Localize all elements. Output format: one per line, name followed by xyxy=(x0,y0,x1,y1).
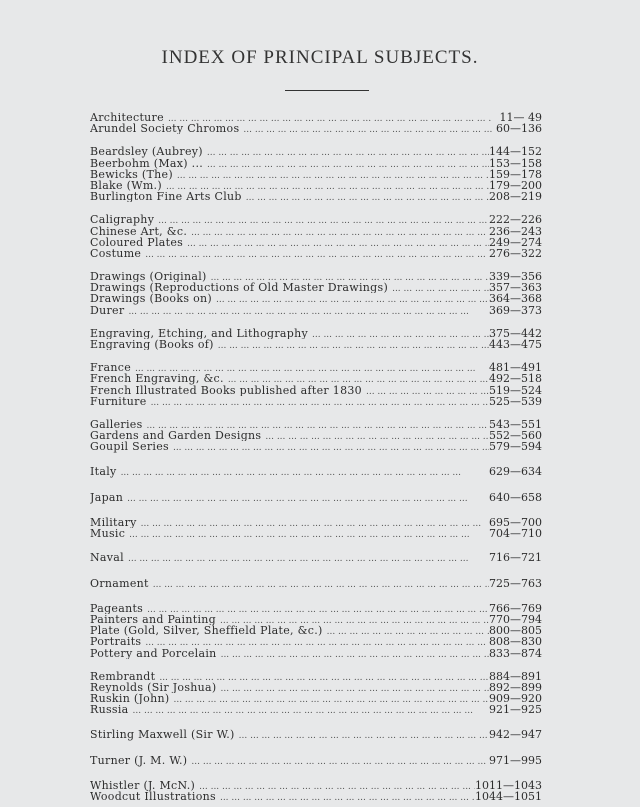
title-rule xyxy=(285,90,369,91)
index-entry xyxy=(90,693,542,704)
entry-subject: Japan xyxy=(90,490,124,504)
dot-leader xyxy=(362,387,489,396)
index-entry xyxy=(90,791,542,802)
entry-subject: Italy xyxy=(90,464,117,478)
dot-leader xyxy=(235,729,489,742)
entry-subject: Turner (J. M. W.) xyxy=(90,753,188,767)
dot-leader xyxy=(143,605,489,614)
index-entry xyxy=(90,328,542,339)
dot-leader xyxy=(203,148,489,157)
dot-leader xyxy=(388,284,489,293)
entry-subject: Arundel Society Chromos xyxy=(90,123,240,135)
index-entry xyxy=(90,625,542,636)
index-entry xyxy=(90,671,542,682)
entry-subject: Gardens and Garden Designs xyxy=(90,430,262,442)
dot-leader xyxy=(212,295,489,304)
index-entry xyxy=(90,682,542,693)
entry-pages: 222—226 xyxy=(489,214,542,226)
entry-pages: 208—219 xyxy=(489,191,542,203)
dot-leader xyxy=(149,578,489,591)
entry-subject: Drawings (Reproductions of Old Master Drawings) xyxy=(90,282,389,294)
index-entry xyxy=(90,577,542,591)
dot-leader xyxy=(129,706,489,715)
entry-subject: Plate (Gold, Silver, Sheffield Plate, &c.) xyxy=(90,625,323,637)
entry-subject: Woodcut Illustrations xyxy=(90,790,216,802)
dot-leader xyxy=(216,793,475,802)
dot-leader xyxy=(183,239,489,248)
dot-leader xyxy=(169,443,489,452)
entry-pages: 543—551 xyxy=(489,418,542,431)
index-group xyxy=(90,754,542,768)
dot-leader xyxy=(261,432,489,441)
entry-subject: Blake (Wm.) xyxy=(90,179,162,192)
dot-leader xyxy=(242,193,489,202)
entry-pages: 695—700 xyxy=(489,516,542,528)
index-entry xyxy=(90,704,542,715)
index-entry xyxy=(90,180,542,191)
index-entry xyxy=(90,636,542,647)
entry-pages: 276—322 xyxy=(489,247,542,260)
entry-subject: Drawings (Original) xyxy=(90,271,207,283)
index-group xyxy=(90,577,542,591)
entry-pages: 153—158 xyxy=(489,157,542,169)
index-group xyxy=(90,271,542,316)
dot-leader xyxy=(141,638,489,647)
entry-pages: 770—794 xyxy=(489,614,542,626)
entry-subject: Russia xyxy=(90,704,129,716)
entry-pages: 339—356 xyxy=(489,271,542,283)
index-entry xyxy=(90,517,542,528)
entry-pages: 800—805 xyxy=(489,625,542,637)
index-group xyxy=(90,671,542,716)
entry-pages: 552—560 xyxy=(489,430,542,442)
index-entry xyxy=(90,271,542,282)
entry-pages: 921—925 xyxy=(489,704,542,716)
entry-subject: French Illustrated Books published after 1830 xyxy=(90,384,362,396)
entry-subject: Ruskin (John) xyxy=(90,693,170,705)
dot-leader xyxy=(147,398,489,407)
entry-pages: 1044—1051 xyxy=(475,790,542,802)
entry-pages: 11— 49 xyxy=(499,112,542,124)
dot-leader xyxy=(124,307,489,316)
index-group xyxy=(90,112,542,134)
dot-leader xyxy=(323,627,489,636)
entry-subject: Stirling Maxwell (Sir W.) xyxy=(90,727,235,741)
index-entry xyxy=(90,528,542,539)
entry-subject: Galleries xyxy=(90,418,143,431)
dot-leader xyxy=(164,114,492,123)
entry-pages: 1011—1043 xyxy=(475,779,542,791)
entry-pages: 364—368 xyxy=(489,293,542,305)
entry-subject: Pottery and Porcelain xyxy=(90,647,217,659)
index-entry xyxy=(90,214,542,225)
dot-leader xyxy=(207,273,489,282)
entry-pages: 357—363 xyxy=(489,282,542,294)
entry-subject: Bewicks (The) xyxy=(90,168,173,180)
index-entry xyxy=(90,169,542,180)
entry-pages: 492—518 xyxy=(489,373,542,385)
index-group xyxy=(90,780,542,802)
entry-subject: Painters and Painting xyxy=(90,614,217,626)
index-group xyxy=(90,419,542,453)
entry-pages: 892—899 xyxy=(489,682,542,694)
index-group xyxy=(90,362,542,407)
dot-leader xyxy=(224,375,489,384)
index-entry xyxy=(90,441,542,452)
dot-leader xyxy=(187,755,489,768)
entry-pages: 179—200 xyxy=(489,179,542,192)
index-entry xyxy=(90,614,542,625)
index-group xyxy=(90,728,542,742)
entry-pages: 833—874 xyxy=(489,647,542,659)
dot-leader xyxy=(162,182,489,191)
index-entry xyxy=(90,491,542,505)
dot-leader xyxy=(173,171,489,180)
dot-leader xyxy=(137,519,489,528)
entry-pages: 236—243 xyxy=(489,225,542,237)
entry-subject: Whistler (J. McN.) xyxy=(90,779,196,791)
index-entry xyxy=(90,282,542,293)
dot-leader xyxy=(217,684,489,693)
index-entry xyxy=(90,339,542,350)
dot-leader xyxy=(203,160,489,169)
entry-pages: 369—373 xyxy=(489,304,542,316)
index-entry xyxy=(90,396,542,407)
index-entry xyxy=(90,373,542,384)
entry-subject: Burlington Fine Arts Club xyxy=(90,191,242,203)
index-group xyxy=(90,146,542,202)
index-entry xyxy=(90,237,542,248)
dot-leader xyxy=(169,695,489,704)
index-entry xyxy=(90,780,542,791)
entry-subject: Engraving (Books of) xyxy=(90,339,214,351)
index-entry xyxy=(90,648,542,659)
entry-subject: Naval xyxy=(90,550,124,564)
entry-pages: 519—524 xyxy=(489,384,542,396)
entry-subject: Costume xyxy=(90,247,142,260)
index-group xyxy=(90,517,542,539)
dot-leader xyxy=(308,330,489,339)
dot-leader xyxy=(187,228,489,237)
dot-leader xyxy=(155,673,489,682)
entry-pages: 725—763 xyxy=(489,576,542,590)
entry-pages: 60—136 xyxy=(496,123,542,135)
index-entry xyxy=(90,123,542,134)
dot-leader xyxy=(216,616,489,625)
dot-leader xyxy=(117,466,489,479)
index-entry xyxy=(90,465,542,479)
dot-leader xyxy=(214,341,489,350)
entry-subject: Ornament xyxy=(90,576,149,590)
dot-leader xyxy=(154,216,489,225)
entry-subject: French Engraving, &c. xyxy=(90,373,224,385)
index-entry xyxy=(90,112,542,123)
dot-leader xyxy=(124,552,489,565)
dot-leader xyxy=(141,250,489,259)
index-list xyxy=(90,112,542,807)
entry-subject: Music xyxy=(90,527,126,539)
index-entry xyxy=(90,754,542,768)
entry-pages: 766—769 xyxy=(489,602,542,615)
entry-subject: Drawings (Books on) xyxy=(90,293,212,305)
entry-subject: Engraving, Etching, and Lithography xyxy=(90,327,308,339)
entry-subject: Furniture xyxy=(90,395,147,407)
index-entry xyxy=(90,728,542,742)
index-group xyxy=(90,214,542,259)
index-group xyxy=(90,551,542,565)
index-group xyxy=(90,603,542,659)
dot-leader xyxy=(125,530,489,539)
dot-leader xyxy=(123,492,489,505)
entry-subject: Pageants xyxy=(90,602,144,615)
entry-subject: Caligraphy xyxy=(90,214,155,226)
entry-pages: 579—594 xyxy=(489,441,542,453)
entry-pages: 942—947 xyxy=(489,727,542,741)
index-entry xyxy=(90,293,542,304)
index-entry xyxy=(90,419,542,430)
entry-pages: 443—475 xyxy=(489,339,542,351)
entry-pages: 375—442 xyxy=(489,327,542,339)
entry-subject: Chinese Art, &c. xyxy=(90,225,188,237)
entry-subject: Durer xyxy=(90,304,125,316)
entry-subject: Beerbohm (Max) ... xyxy=(90,157,204,169)
index-entry xyxy=(90,191,542,202)
entry-subject: Beardsley (Aubrey) xyxy=(90,146,203,158)
dot-leader xyxy=(217,650,489,659)
index-entry xyxy=(90,248,542,259)
index-entry xyxy=(90,146,542,157)
index-group xyxy=(90,465,542,479)
entry-subject: Military xyxy=(90,516,137,528)
entry-subject: Architecture xyxy=(90,112,164,124)
index-entry xyxy=(90,305,542,316)
index-entry xyxy=(90,603,542,614)
dot-leader xyxy=(143,421,489,430)
entry-pages: 629—634 xyxy=(489,464,542,478)
entry-pages: 144—152 xyxy=(489,146,542,158)
entry-pages: 640—658 xyxy=(489,490,542,504)
dot-leader xyxy=(195,782,475,791)
page-title: INDEX OF PRINCIPAL SUBJECTS. xyxy=(161,47,479,68)
entry-pages: 808—830 xyxy=(489,636,542,648)
entry-pages: 884—891 xyxy=(489,670,542,682)
entry-pages: 525—539 xyxy=(489,395,542,407)
dot-leader xyxy=(239,125,492,134)
index-group xyxy=(90,328,542,350)
entry-pages: 249—274 xyxy=(489,236,542,248)
entry-pages: 716—721 xyxy=(489,550,542,564)
entry-pages: 159—178 xyxy=(489,168,542,180)
index-entry xyxy=(90,551,542,565)
entry-subject: Goupil Series xyxy=(90,441,169,453)
index-entry xyxy=(90,226,542,237)
entry-subject: Reynolds (Sir Joshua) xyxy=(90,682,217,694)
index-entry xyxy=(90,362,542,373)
dot-leader xyxy=(131,364,489,373)
entry-pages: 909—920 xyxy=(489,693,542,705)
index-group xyxy=(90,491,542,505)
index-entry xyxy=(90,385,542,396)
entry-subject: Coloured Plates xyxy=(90,236,184,248)
entry-pages: 704—710 xyxy=(489,527,542,539)
entry-subject: France xyxy=(90,362,132,374)
entry-pages: 971—995 xyxy=(489,753,542,767)
entry-pages: 481—491 xyxy=(489,362,542,374)
index-entry xyxy=(90,430,542,441)
entry-subject: Portraits xyxy=(90,636,142,648)
index-entry xyxy=(90,158,542,169)
entry-subject: Rembrandt xyxy=(90,670,156,682)
